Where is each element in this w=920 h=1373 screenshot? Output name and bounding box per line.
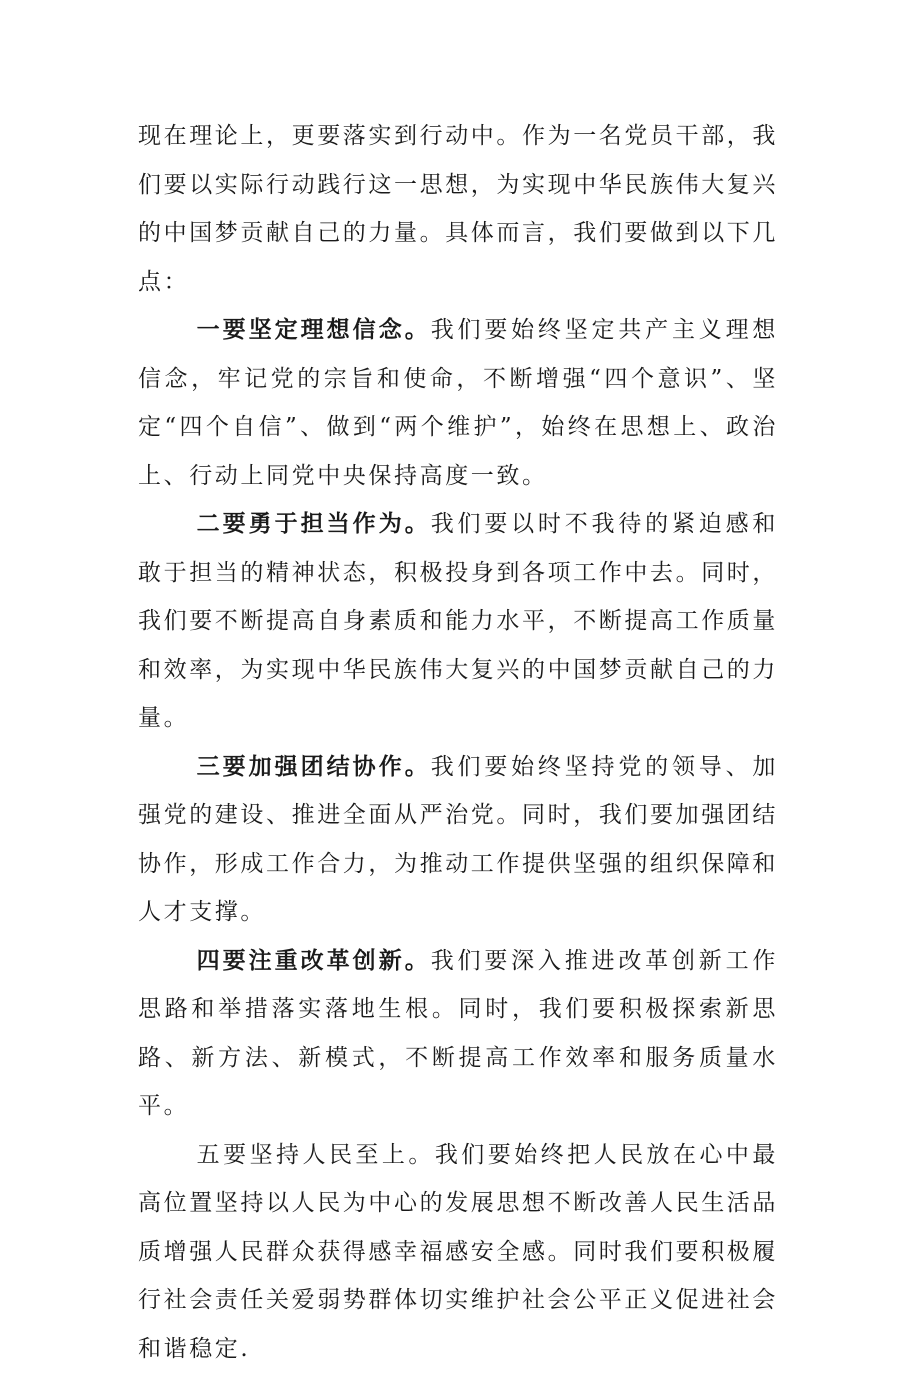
paragraph-point-3 (138, 743, 778, 937)
paragraph-heading: 一要坚定理想信念。 (197, 316, 431, 343)
paragraph-text: 我们要深入推进改革创新工作思路和举措落实落地生根。同时，我们要积极探索新思路、新方法、新模式，不断提高工作效率和服务质量水平。 (138, 948, 778, 1120)
paragraph-text: 我们要以时不我待的紧迫感和敢于担当的精神状态，积极投身到各项工作中去。同时，我们要不断提高自身素质和能力水平，不断提高工作质量和效率，为实现中华民族伟大复兴的中国梦贡献自己的力量。 (138, 511, 778, 731)
paragraph-intro (138, 112, 778, 306)
paragraph-heading: 二要勇于担当作为。 (197, 510, 431, 537)
paragraph-point-1 (138, 306, 778, 500)
paragraph-text: 我们要始终坚定共产主义理想信念，牢记党的宗旨和使命，不断增强“四个意识”、坚定“四个自信”、做到“两个维护”，始终在思想上、政治上、行动上同党中央保持高度一致。 (138, 317, 778, 489)
paragraph-text: 五要坚持人民至上。我们要始终把人民放在心中最高位置坚持以人民为中心的发展思想不断改善人民生活品质增强人民群众获得感幸福感安全感。同时我们要积极履行社会责任关爱弱势群体切实维护社会公平正义促进社会和谐稳定. (138, 1142, 778, 1362)
paragraph-point-4 (138, 937, 778, 1131)
paragraph-heading: 四要注重改革创新。 (197, 947, 431, 974)
paragraph-text: 我们要始终坚持党的领导、加强党的建设、推进全面从严治党。同时，我们要加强团结协作，形成工作合力，为推动工作提供坚强的组织保障和人才支撑。 (138, 754, 778, 926)
paragraph-point-2 (138, 500, 778, 743)
paragraph-heading: 三要加强团结协作。 (197, 753, 431, 780)
paragraph-text: 现在理论上，更要落实到行动中。作为一名党员干部，我们要以实际行动践行这一思想，为实现中华民族伟大复兴的中国梦贡献自己的力量。具体而言，我们要做到以下几点： (138, 123, 778, 295)
paragraph-point-5 (138, 1131, 778, 1373)
document-body (138, 112, 778, 1373)
